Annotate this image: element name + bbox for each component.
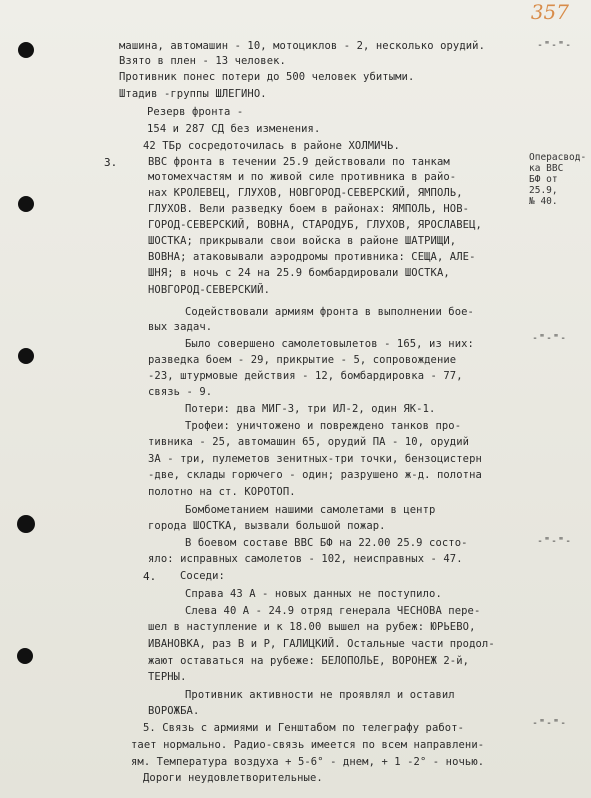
text-line: ГЛУХОВ. Вели разведку боем в районах: ЯМПОЛЬ, НОВ- bbox=[148, 203, 470, 215]
text-line: ям. Температура воздуха + 5-6° - днем, + 1 -2° - ночью. bbox=[131, 756, 485, 768]
text-line: тает нормально. Радио-связь имеется по всем направлени- bbox=[131, 739, 485, 751]
section-number: 3. bbox=[104, 156, 118, 169]
text-line: Резерв фронта - bbox=[147, 106, 244, 118]
punch-hole bbox=[18, 42, 34, 58]
text-line: вых задач. bbox=[148, 321, 213, 333]
text-line: яло: исправных самолетов - 102, неисправных - 47. bbox=[148, 553, 463, 565]
text-line: ШНЯ; в ночь с 24 на 25.9 бомбардировали ШОСТКА, bbox=[148, 267, 450, 279]
text-line: ЗА - три, пулеметов зенитных-три точки, бензоцистерн bbox=[148, 453, 482, 465]
margin-note-line: ка ВВС bbox=[529, 163, 564, 174]
text-line: Потери: два МИГ-3, три ИЛ-2, один ЯК-1. bbox=[185, 403, 436, 415]
ditto-mark: -"-"- bbox=[532, 333, 568, 344]
text-line: нах КРОЛЕВЕЦ, ГЛУХОВ, НОВГОРОД-СЕВЕРСКИЙ, ЯМПОЛЬ, bbox=[148, 187, 463, 199]
text-line: ШОСТКА; прикрывали свои войска в районе ШАТРИЩИ, bbox=[148, 235, 457, 247]
text-line: Было совершено самолетовылетов - 165, из них: bbox=[185, 338, 474, 350]
ditto-mark: -"-"- bbox=[532, 718, 568, 729]
text-line: 154 и 287 СД без изменения. bbox=[147, 123, 321, 135]
text-line: Соседи: bbox=[180, 570, 225, 582]
text-line: города ШОСТКА, вызвали большой пожар. bbox=[148, 520, 386, 532]
text-line: разведка боем - 29, прикрытие - 5, сопровождение bbox=[148, 354, 457, 366]
text-line: Дороги неудовлетворительные. bbox=[143, 772, 323, 784]
text-line: Противник понес потери до 500 человек убитыми. bbox=[119, 71, 415, 83]
text-line: В боевом составе ВВС БФ на 22.00 25.9 состо- bbox=[185, 537, 468, 549]
punch-hole bbox=[18, 348, 34, 364]
text-line: мотомехчастям и по живой силе противника в райо- bbox=[148, 171, 457, 183]
text-line: Взято в плен - 13 человек. bbox=[119, 55, 286, 67]
margin-note-line: Операсвод- bbox=[529, 152, 587, 163]
text-line: ВОРОЖБА. bbox=[148, 705, 200, 717]
text-line: НОВГОРОД-СЕВЕРСКИЙ. bbox=[148, 284, 271, 296]
margin-note-line: № 40. bbox=[529, 196, 558, 207]
text-line: Трофеи: уничтожено и повреждено танков про- bbox=[185, 420, 462, 432]
text-line: 5. Связь с армиями и Генштабом по телеграфу работ- bbox=[143, 722, 465, 734]
text-line: ВВС фронта в течении 25.9 действовали по танкам bbox=[148, 156, 450, 168]
text-line: ГОРОД-СЕВЕРСКИЙ, ВОВНА, СТАРОДУБ, ГЛУХОВ, ЯРОСЛАВЕЦ, bbox=[148, 219, 482, 231]
text-line: жают оставаться на рубеже: БЕЛОПОЛЬЕ, ВОРОНЕЖ 2-й, bbox=[148, 655, 470, 667]
text-line: тивника - 25, автомашин 65, орудий ПА - 10, орудий bbox=[148, 436, 470, 448]
text-line: связь - 9. bbox=[148, 386, 213, 398]
ditto-mark: -"-"- bbox=[537, 536, 573, 547]
page-number: 357 bbox=[530, 0, 569, 24]
text-line: 42 ТБр сосредоточилась в районе ХОЛМИЧЬ. bbox=[143, 140, 400, 152]
margin-note-line: БФ от bbox=[529, 174, 558, 185]
margin-note-line: 25.9, bbox=[529, 185, 558, 196]
text-line: полотно на ст. КОРОТОП. bbox=[148, 486, 296, 498]
text-line: ИВАНОВКА, раз В и Р, ГАЛИЦКИЙ. Остальные части продол- bbox=[148, 638, 495, 650]
text-line: Содействовали армиям фронта в выполнении бое- bbox=[185, 306, 474, 318]
text-line: -23, штурмовые действия - 12, бомбардировка - 77, bbox=[148, 370, 463, 382]
punch-hole bbox=[17, 515, 35, 533]
margin-note bbox=[529, 152, 586, 207]
text-line: -две, склады горючего - один; разрушено ж-д. полотна bbox=[148, 469, 482, 481]
text-line: Штадив -группы ШЛЕГИНО. bbox=[119, 88, 267, 100]
text-line: шел в наступление и к 18.00 вышел на рубеж: ЮРЬЕВО, bbox=[148, 621, 476, 633]
text-line: ВОВНА; атаковывали аэродромы противника: СЕЩА, АЛЕ- bbox=[148, 251, 476, 263]
section-number: 4. bbox=[143, 570, 157, 583]
text-line: Слева 40 А - 24.9 отряд генерала ЧЕСНОВА пере- bbox=[185, 605, 481, 617]
punch-hole bbox=[17, 648, 33, 664]
text-line: ТЕРНЫ. bbox=[148, 671, 187, 683]
text-line: Бомбометанием нашими самолетами в центр bbox=[185, 504, 436, 516]
text-line: Противник активности не проявлял и оставил bbox=[185, 689, 455, 701]
ditto-mark: -"-"- bbox=[537, 40, 573, 51]
text-line: машина, автомашин - 10, мотоциклов - 2, несколько орудий. bbox=[119, 40, 486, 52]
punch-hole bbox=[18, 196, 34, 212]
text-line: Справа 43 А - новых данных не поступило. bbox=[185, 588, 442, 600]
